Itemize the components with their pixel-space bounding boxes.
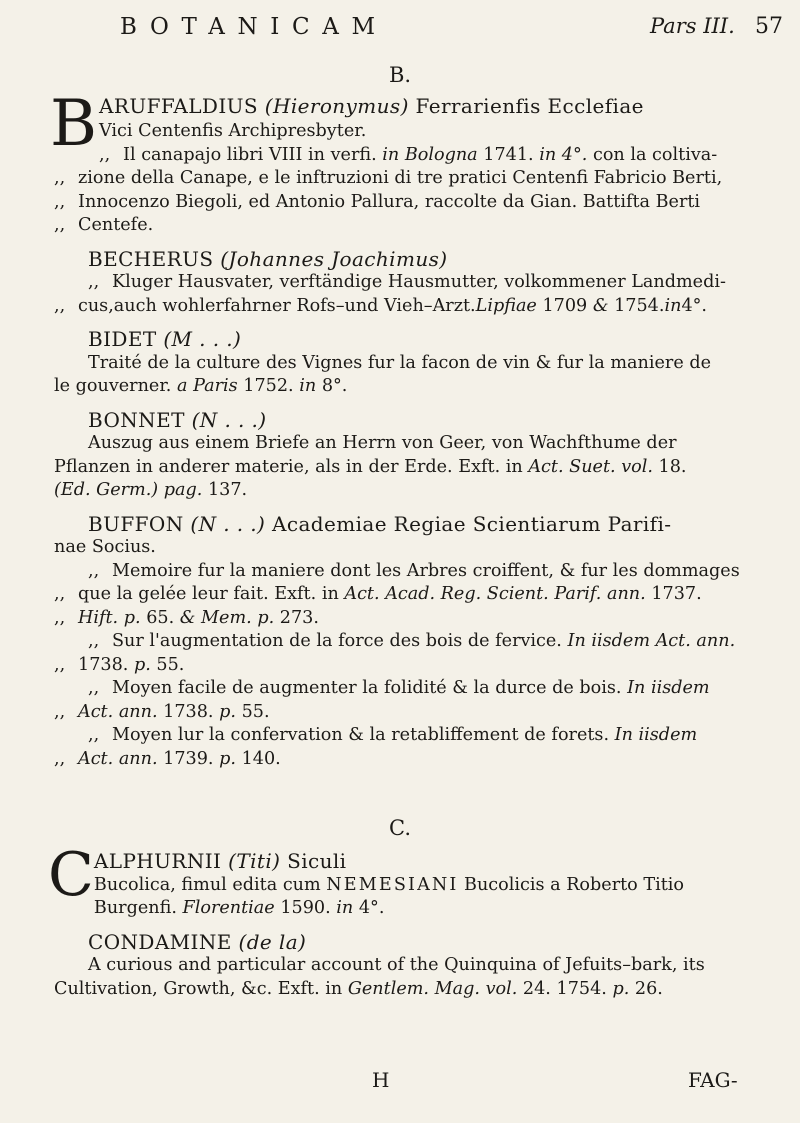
section-b-body — [50, 87, 746, 771]
entry-text: Act. Suet. vol. — [528, 456, 653, 477]
entry-text: in Bologna — [382, 144, 478, 165]
entry-text — [54, 724, 746, 748]
quote-mark: ,, — [88, 631, 100, 651]
entry-author: CONDAMINE — [88, 929, 232, 954]
entry-author: BUFFON — [88, 511, 184, 536]
entry-text: p. — [219, 701, 236, 722]
signature-mark: H — [372, 1068, 390, 1092]
entry-text: Pflanzen in anderer materie, als in der Erde. Exft. in — [54, 456, 523, 477]
quote-mark: ,, — [54, 191, 66, 212]
section-heading-b: B. — [388, 63, 412, 87]
entry-text: p. — [133, 654, 151, 675]
entry-text: p. — [219, 748, 236, 769]
entry-text — [54, 214, 746, 238]
entry-text: 273. — [279, 607, 319, 628]
quote-mark: ,, — [54, 295, 66, 316]
entry-text: (Ed. Germ.) — [54, 480, 159, 500]
quote-mark: ,, — [88, 560, 100, 581]
entry-description: Vici Centenfis Archipresbyter. — [99, 121, 367, 141]
entry-text: Act. ann. — [78, 701, 158, 722]
entry-text: 55. — [241, 701, 270, 722]
entry-text: 1741. — [483, 144, 534, 165]
entry-text: 65. — [146, 607, 175, 628]
entry-text — [94, 849, 347, 873]
entry-description: Siculi — [287, 849, 347, 873]
entry-text — [54, 897, 746, 921]
quote-mark: ,, — [54, 701, 66, 722]
entry-text: con la coltiva- — [592, 144, 718, 165]
entry-forename: (Titi) — [228, 849, 281, 873]
entry-text: & — [592, 295, 609, 316]
entry-text: pag. — [163, 480, 203, 500]
entry-forename: (N . . .) — [191, 407, 267, 432]
entry-description: Ferrarienfis Ecclefiae — [415, 94, 644, 118]
quote-mark: ,, — [54, 748, 66, 769]
entry-text: in — [664, 295, 682, 316]
entry-text: in — [299, 376, 317, 396]
entry-text: Traité de la culture des Vignes fur la facon de vin & fur la maniere de — [88, 352, 712, 373]
entry-author: BONNET — [88, 407, 185, 432]
entry-text: 1754. — [614, 295, 665, 316]
entry-text: Bucolica, fimul edita cum — [93, 874, 321, 895]
entry-text: 1709 — [542, 295, 588, 316]
entry-text: Innocenzo Biegoli, ed Antonio Pallura, raccolte da Gian. Battifta Berti — [78, 191, 701, 212]
entry-text: p. — [612, 978, 630, 999]
entry-forename: (M . . .) — [163, 327, 242, 351]
entry-text: Lipfiae — [475, 295, 537, 316]
quote-mark: ,, — [54, 215, 66, 235]
entry-author: ARUFFALDIUS — [99, 94, 259, 118]
entry-text — [54, 479, 746, 503]
entry-text: Act. Acad. Reg. Scient. Parif. ann. — [344, 584, 646, 604]
entry-text: Moyen facile de augmenter la folidité & la durce de bois. — [112, 678, 622, 698]
catchword: FAG- — [688, 1068, 738, 1092]
entry-author: ALPHURNII — [93, 849, 222, 873]
entry-text: Moyen lur la confervation & la retabliffement de forets. — [112, 725, 610, 745]
entry-buffon — [54, 513, 746, 772]
entry-forename: (de la) — [238, 929, 307, 954]
section-heading-c: C. — [389, 816, 411, 840]
entry-text — [54, 931, 746, 955]
entry-text — [54, 248, 746, 272]
entry-text: A curious and particular account of the Quinquina of Jefuits–bark, its — [88, 955, 705, 975]
entry-text — [54, 630, 746, 654]
entry-becherus — [54, 248, 746, 319]
entry-text: 24. — [522, 978, 551, 999]
entry-text: Memoire fur la maniere dont les Arbres croiffent, & fur les dommages — [112, 560, 740, 581]
entry-text: a Paris — [177, 376, 238, 396]
entry-text — [54, 978, 746, 1002]
drop-cap-b: B — [50, 87, 98, 161]
entry-text: 4°. — [681, 295, 708, 316]
entry-text: Bucolicis a Roberto Titio — [464, 874, 685, 895]
entry-text — [54, 654, 746, 678]
entry-text — [54, 560, 746, 584]
entry-text: & — [179, 607, 196, 628]
entry-text: 137. — [207, 480, 248, 500]
entry-text: 55. — [156, 654, 185, 675]
quote-mark: ,, — [88, 725, 100, 745]
quote-mark: ,, — [99, 144, 111, 165]
quote-mark: ,, — [54, 584, 66, 604]
entry-text: in 4°. — [539, 144, 588, 165]
entry-text — [54, 167, 746, 191]
entry-author: BECHERUS — [88, 246, 214, 271]
entry-condamine — [54, 931, 746, 1002]
entry-text: In iisdem Act. ann. — [567, 631, 736, 651]
entry-text: Hift. p. — [78, 607, 141, 628]
entry-text — [54, 583, 746, 607]
entry-text: 1738. — [163, 701, 214, 722]
quote-mark: ,, — [88, 272, 100, 292]
entry-text: 1738. — [78, 654, 129, 675]
running-head-part: Pars III. — [650, 14, 735, 38]
entry-text: 1590. — [280, 898, 331, 918]
entry-text: Burgenfi. — [93, 898, 177, 918]
entry-text — [54, 328, 746, 352]
quote-mark: ,, — [54, 168, 66, 188]
entry-text: Cultivation, Growth, &c. Exft. in — [54, 978, 343, 999]
entry-text: 140. — [241, 748, 281, 769]
entry-baruffaldius — [50, 87, 746, 238]
entry-description: nae Socius. — [54, 537, 156, 557]
entry-text: Auszug aus einem Briefe an Herrn von Geer, von Wachfthume der — [88, 433, 677, 453]
entry-forename: (Hieronymus) — [264, 94, 409, 118]
entry-forename: (N . . .) — [190, 511, 266, 536]
quote-mark: ,, — [54, 607, 66, 628]
entry-text: 18. — [658, 456, 687, 477]
entry-text: 4°. — [358, 898, 385, 918]
entry-text — [54, 874, 746, 898]
entry-text: Il canapajo libri VIII in verfi. — [123, 144, 377, 165]
entry-text: 1752. — [243, 376, 294, 396]
entry-text: In iisdem — [614, 725, 698, 745]
entry-text: 1754. — [556, 978, 607, 999]
entry-text: le gouverner. — [54, 376, 172, 396]
entry-text — [54, 191, 746, 215]
entry-text: Act. ann. — [78, 748, 158, 769]
entry-text: 26. — [634, 978, 663, 999]
entry-text: in — [336, 898, 354, 918]
entry-forename: (Johannes Joachimus) — [220, 246, 448, 271]
entry-author: BIDET — [88, 327, 157, 351]
quote-mark: ,, — [88, 678, 100, 698]
quote-mark: ,, — [54, 654, 66, 675]
entry-text — [54, 513, 746, 537]
entry-text: 1739. — [163, 748, 214, 769]
entry-text — [54, 677, 746, 701]
entry-text: 1737. — [651, 584, 702, 604]
entry-text: Gentlem. Mag. vol. — [347, 978, 518, 999]
entry-text: zione della Canape, e le inftruzioni di tre pratici Centenfi Fabricio Berti, — [78, 168, 723, 188]
entry-text — [54, 144, 746, 168]
entry-text: Mem. p. — [201, 607, 275, 628]
running-head — [0, 14, 800, 54]
entry-text: NEMESIANI — [326, 874, 459, 895]
entry-text — [54, 409, 746, 433]
entry-text: Sur l'augmentation de la force des bois de fervice. — [112, 631, 562, 651]
entry-text — [54, 607, 746, 631]
entry-text — [54, 701, 746, 725]
entry-calphurnii — [48, 840, 746, 921]
entry-bidet — [54, 328, 746, 399]
entry-text: In iisdem — [627, 678, 710, 698]
entry-text — [54, 456, 746, 480]
entry-text: Kluger Hausvater, verftändige Hausmutter, volkommener Landmedi- — [112, 272, 726, 292]
entry-description: Academiae Regiae Scientiarum Parifi- — [272, 511, 672, 536]
entry-text: 8°. — [321, 376, 348, 396]
entry-text — [54, 375, 746, 399]
entry-text — [54, 295, 746, 319]
drop-cap-c: C — [48, 840, 94, 910]
section-c-body — [48, 840, 746, 1001]
entry-text — [99, 94, 644, 118]
entry-bonnet — [54, 409, 746, 503]
entry-text — [54, 271, 746, 295]
entry-text: Centefe. — [78, 215, 154, 235]
entry-text: que la gelée leur fait. Exft. in — [78, 584, 339, 604]
entry-text: cus,auch wohlerfahrner Rofs–und Vieh–Arzt. — [78, 295, 476, 316]
entry-text — [54, 748, 746, 772]
running-head-title: BOTANICAM — [120, 14, 388, 40]
page-number: 57 — [755, 14, 783, 39]
entry-text: Florentiae — [182, 898, 275, 918]
